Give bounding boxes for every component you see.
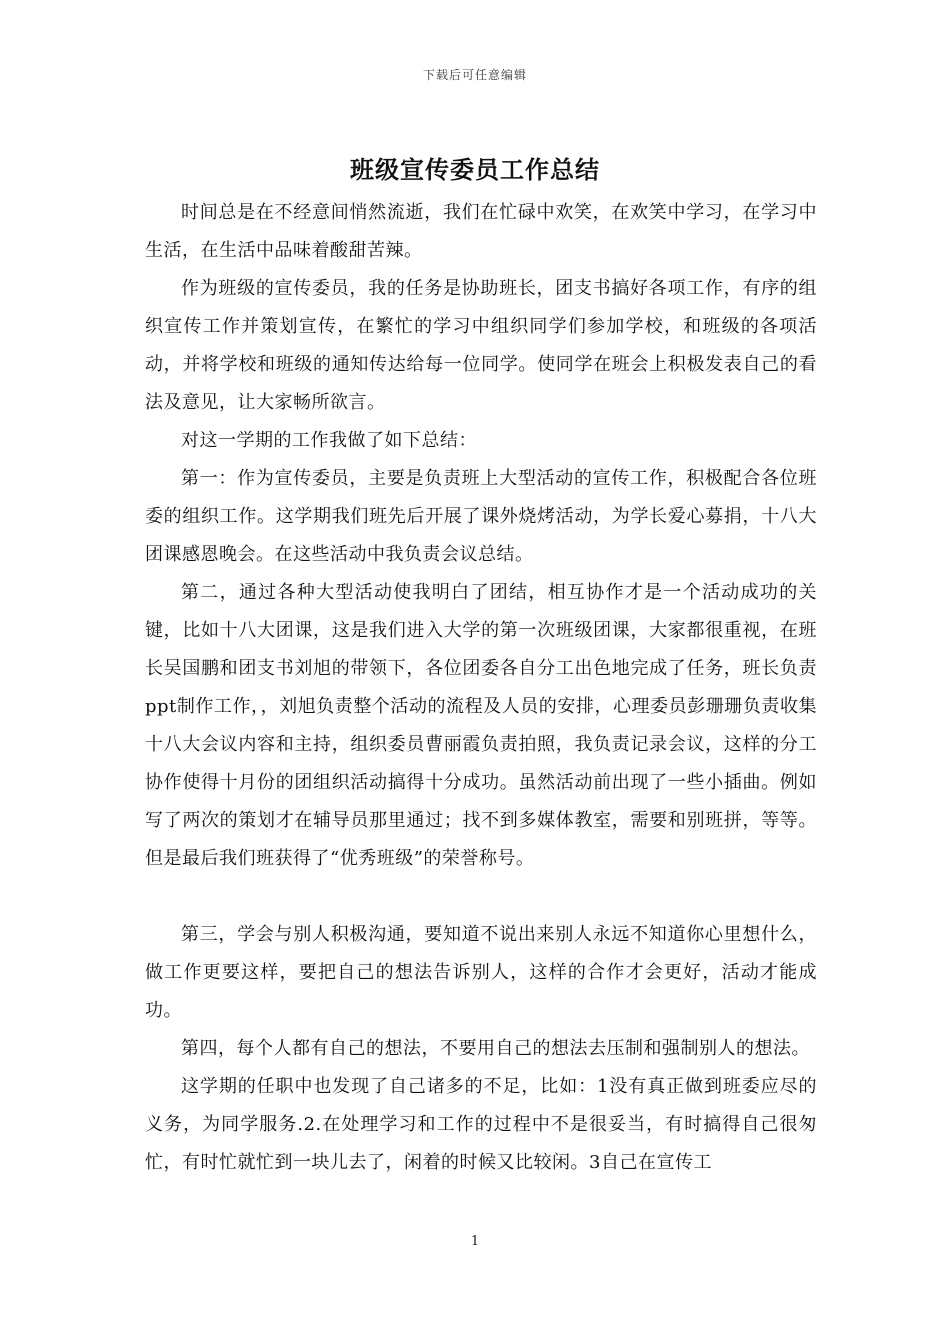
paragraph-point-two: 第二，通过各种大型活动使我明白了团结，相互协作才是一个活动成功的关键，比如十八大团课，这是我们进入大学的第一次班级团课，大家都很重视，在班长吴国鹏和团支书刘旭的带领下，各位团委各自分工出色地完成了任务，班长负责ppt制作工作，，刘旭负责整个活动的流程及人员的安排，心理委员彭珊珊负责收集十八大会议内容和主持，组织委员曹丽霞负责拍照，我负责记录会议，这样的分工协作使得十月份的团组织活动搞得十分成功。虽然活动前出现了一些小插曲。例如写了两次的策划才在辅导员那里通过；找不到多媒体教室，需要和别班拼，等等。但是最后我们班获得了“优秀班级”的荣誉称号。 bbox=[145, 582, 817, 869]
paragraph-shortcomings: 这学期的任职中也发现了自己诸多的不足，比如：1没有真正做到班委应尽的义务，为同学服务.2.在处理学习和工作的过程中不是很妥当，有时搞得自己很匆忙，有时忙就忙到一块儿去了，闲着的时候又比较闲。3自己在宣传工 bbox=[145, 1076, 817, 1173]
paragraph-role: 作为班级的宣传委员，我的任务是协助班长，团支书搞好各项工作，有序的组织宣传工作并策划宣传，在繁忙的学习中组织同学们参加学校，和班级的各项活动，并将学校和班级的通知传达给每一位同学。使同学在班会上积极发表自己的看法及意见，让大家畅所欲言。 bbox=[145, 278, 817, 413]
document-title: 班级宣传委员工作总结 bbox=[350, 155, 600, 184]
paragraph-summary-lead: 对这一学期的工作我做了如下总结： bbox=[181, 430, 477, 451]
paragraph-point-four: 第四，每个人都有自己的想法，不要用自己的想法去压制和强制别人的想法。 bbox=[181, 1038, 810, 1059]
paragraph-point-one: 第一：作为宣传委员，主要是负责班上大型活动的宣传工作，积极配合各位班委的组织工作。这学期我们班先后开展了课外烧烤活动，为学长爱心募捐，十八大团课感恩晚会。在这些活动中我负责会议总结。 bbox=[145, 468, 817, 565]
page-number: 1 bbox=[470, 1234, 480, 1249]
document-body bbox=[145, 194, 817, 1182]
paragraph-point-three: 第三，学会与别人积极沟通，要知道不说出来别人永远不知道你心里想什么，做工作更要这样，要把自己的想法告诉别人，这样的合作才会更好，活动才能成功。 bbox=[145, 924, 817, 1021]
paragraph-intro: 时间总是在不经意间悄然流逝，我们在忙碌中欢笑，在欢笑中学习，在学习中生活，在生活中品味着酸甜苦辣。 bbox=[145, 202, 817, 261]
header-note: 下载后可任意编辑 bbox=[422, 68, 527, 82]
